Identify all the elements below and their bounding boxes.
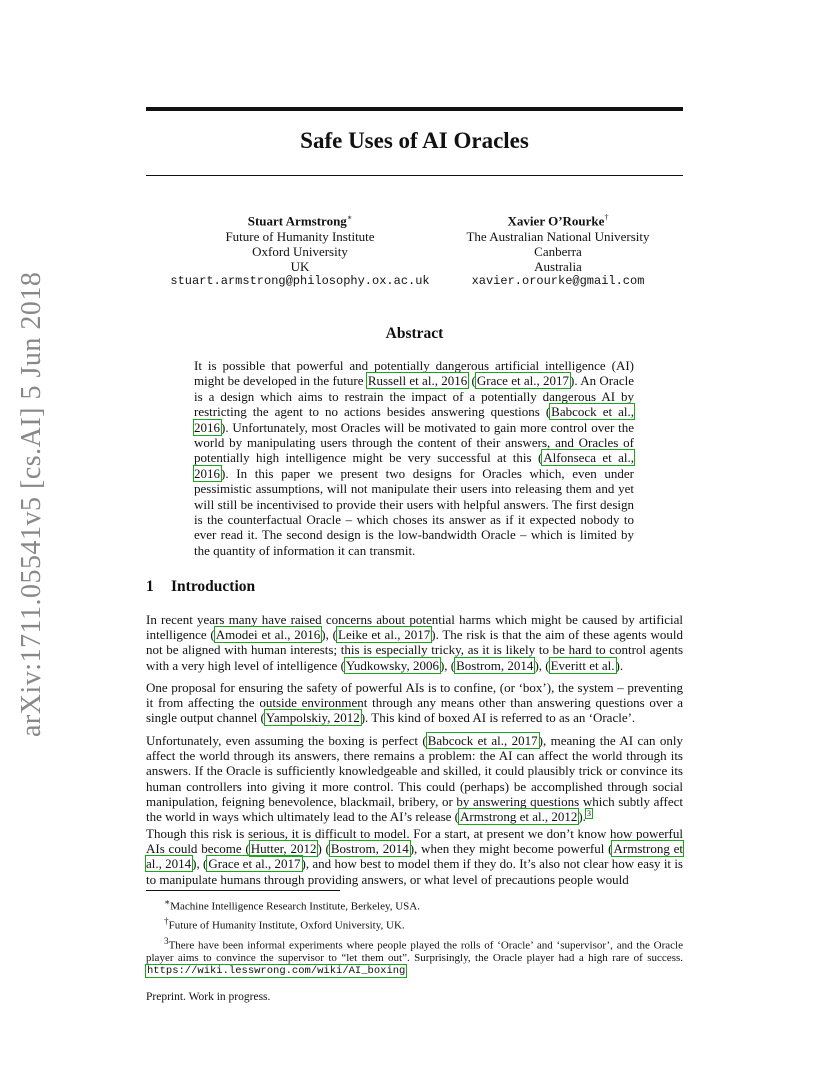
- citation-link[interactable]: Grace et al., 2017: [476, 373, 570, 389]
- citation-link[interactable]: Armstrong et al., 2014: [146, 841, 683, 872]
- text-run: ). The risk is that the aim of these agents would not be aligned with human interests; this is especially tricky, as it is likely to be hard to control agents with a very high level of intelligence (: [146, 627, 683, 673]
- footnote-text: Machine Intelligence Research Institute, Berkeley, USA.: [170, 900, 420, 913]
- section-number: 1: [146, 578, 154, 595]
- citation-link[interactable]: Bostrom, 2014: [456, 657, 534, 673]
- text-run: ).: [615, 657, 624, 673]
- citation-link[interactable]: Alfonseca et al., 2016: [194, 450, 634, 481]
- citation-link[interactable]: Hutter, 2012: [250, 841, 317, 857]
- author-affiliation: Canberra: [534, 243, 582, 259]
- citation-link[interactable]: Leike et al., 2017: [338, 627, 431, 643]
- citation-link[interactable]: Bostrom, 2014: [330, 841, 409, 857]
- footnote: [146, 915, 683, 932]
- author-affiliation: UK: [290, 258, 310, 274]
- section-title: Introduction: [171, 578, 256, 595]
- footnote-text: There have been informal experiments where people played the rolls of ‘Oracle’ and ‘supervisor’, and the Oracle player aims to convince the supervisor to “let them out”. Surprisingly, the Oracle player had a high rare of success.: [146, 939, 683, 964]
- author-name: Xavier O’Rourke: [507, 213, 605, 229]
- text-run: ).: [578, 809, 586, 825]
- footnote-mark: †: [164, 916, 169, 927]
- text-run: ), (: [534, 657, 550, 673]
- text-run: It is possible that powerful and potentially dangerous artificial intelligence (AI) might be developed in the future: [194, 358, 634, 389]
- author-mark: ∗: [346, 213, 353, 222]
- citation-link[interactable]: Yudkowsky, 2006: [345, 657, 439, 673]
- paper-title: Safe Uses of AI Oracles: [300, 128, 529, 153]
- citation-link[interactable]: Everitt et al.: [550, 657, 615, 673]
- text-run: ), (: [321, 627, 337, 643]
- citation-link[interactable]: Babcock et al., 2016: [194, 404, 634, 435]
- title-top-rule: [146, 107, 683, 111]
- author-block-1: [160, 210, 440, 289]
- citation-link[interactable]: Grace et al., 2017: [208, 856, 301, 872]
- footer-note: Preprint. Work in progress.: [146, 991, 271, 1003]
- paragraph: [146, 612, 683, 673]
- text-run: ), meaning the AI can only affect the world through its answers, there remains a problem: the AI can affect the world through its answers. If the Oracle is sufficiently knowledgeable and skilled, it could plausibly trick or convince its human controllers into giving it more control. This could (perhaps) be accomplished through social manipulation, feigning benevolence, blackmail, bribery, or by answering questions which subtly affect the world in ways which ultimately lead to the AI’s release (: [146, 733, 683, 825]
- footnote: [146, 896, 683, 913]
- author-affiliation: Australia: [534, 258, 582, 274]
- text-run: . An Oracle is a design which aims to restrain the impact of a potentially dangerous AI by restricting the agent to no actions besides answering questions: [194, 373, 635, 420]
- title-bottom-rule: [146, 175, 683, 176]
- citation-link[interactable]: Yampolskiy, 2012: [265, 710, 360, 726]
- text-run: In recent years many have raised concerns about potential harms which might be caused by artificial intelligence (: [146, 612, 683, 643]
- author-name: Stuart Armstrong: [247, 213, 347, 229]
- abstract-text: It is possible that powerful and potentially dangerous artificial intelligence (AI) might be developed in the future Russell et al., 2016 (Grace et al., 2017). An Oracle is a design which aims to restrain the impact of a potentially dangerous AI by restricting the agent to no actions besides answering questions (Babcock et al., 2016). Unfortunately, most Oracles will be motivated to gain more control over the world by manipulating users through the content of their answers, and Oracles of potentially high intelligence might be very successful at this (Alfonseca et al., 2016). In this paper we present two designs for Oracles which, even under pessimistic assumptions, will not manipulate their users into releasing them and yet will still be incentivised to provide their users with helpful answers. The first design is the counterfactual Oracle – which choses its answer as if it expected nobody to ever read it. The second design is the low-bandwidth Oracle – which is limited by the quantity of information it can transmit.: [194, 358, 635, 558]
- text-run: ). This kind of boxed AI is referred to as an ‘Oracle’.: [360, 710, 636, 726]
- footnote-rule: [146, 890, 340, 891]
- text-run: ), (: [439, 657, 456, 673]
- footnote-text: Future of Humanity Institute, Oxford University, UK.: [168, 919, 405, 932]
- section-heading: [146, 578, 255, 596]
- text-run: Unfortunately, even assuming the boxing is perfect (: [146, 733, 427, 748]
- footnote-ref-link[interactable]: 3: [586, 808, 591, 818]
- text-run: [468, 373, 471, 388]
- footnote-mark: 3: [164, 935, 169, 946]
- text-run: ), (: [192, 856, 208, 872]
- author-affiliation: Future of Humanity Institute: [225, 228, 375, 244]
- footnote-url-link[interactable]: https://wiki.lesswrong.com/wiki/AI_boxing: [147, 965, 406, 978]
- author-affiliation: The Australian National University: [466, 228, 650, 244]
- author-block-2: [418, 210, 698, 289]
- text-run: ), when they might become powerful (: [409, 841, 613, 857]
- citation-link[interactable]: Amodei et al., 2016: [215, 627, 321, 643]
- paragraph: [146, 680, 683, 726]
- paragraph: [146, 733, 683, 824]
- citation-link[interactable]: Babcock et al., 2017: [427, 733, 538, 748]
- text-run: ) (: [317, 841, 330, 857]
- arxiv-identifier: arXiv:1711.05541v5 [cs.AI] 5 Jun 2018: [16, 271, 47, 737]
- author-mark: †: [604, 213, 609, 222]
- text-run: One proposal for ensuring the safety of powerful AIs is to confine, (or ‘box’), the system – preventing it from affecting the outside environment through any means other than answering questions over a single output channel (: [146, 680, 683, 726]
- citation-link[interactable]: Armstrong et al., 2012: [460, 809, 578, 825]
- text-run: ), and how best to model them if they do. It’s also not clear how easy it is to manipulate humans through providing answers, or what level of precautions people would: [146, 856, 683, 887]
- paragraph: [146, 826, 683, 887]
- footnotes: [146, 896, 683, 980]
- author-email[interactable]: stuart.armstrong@philosophy.ox.ac.uk: [170, 274, 430, 289]
- footnote-mark: ∗: [164, 897, 171, 907]
- footnote: [146, 935, 683, 978]
- author-email[interactable]: xavier.orourke@gmail.com: [471, 274, 645, 289]
- abstract-heading: Abstract: [385, 325, 444, 342]
- text-run: . In this paper we present two designs for Oracles which, even under pessimistic assumptions, will not manipulate their users into releasing them and yet will still be incentivised to provide their users with helpful answers. The first design is the counterfactual Oracle – which choses its answer as if it expected nobody to ever read it. The second design is the low-bandwidth Oracle – which is limited by the quantity of information it can transmit.: [194, 465, 634, 558]
- text-run: Though this risk is serious, it is difficult to model. For a start, at present we don’t know how powerful AIs could become (: [146, 826, 683, 857]
- author-affiliation: Oxford University: [252, 243, 348, 259]
- text-run: . Unfortunately, most Oracles will be motivated to gain more control over the world by manipulating users through the content of their answers, and Oracles of potentially high intelligence might be very successful at this: [194, 419, 634, 466]
- citation-link[interactable]: Russell et al., 2016: [367, 373, 468, 389]
